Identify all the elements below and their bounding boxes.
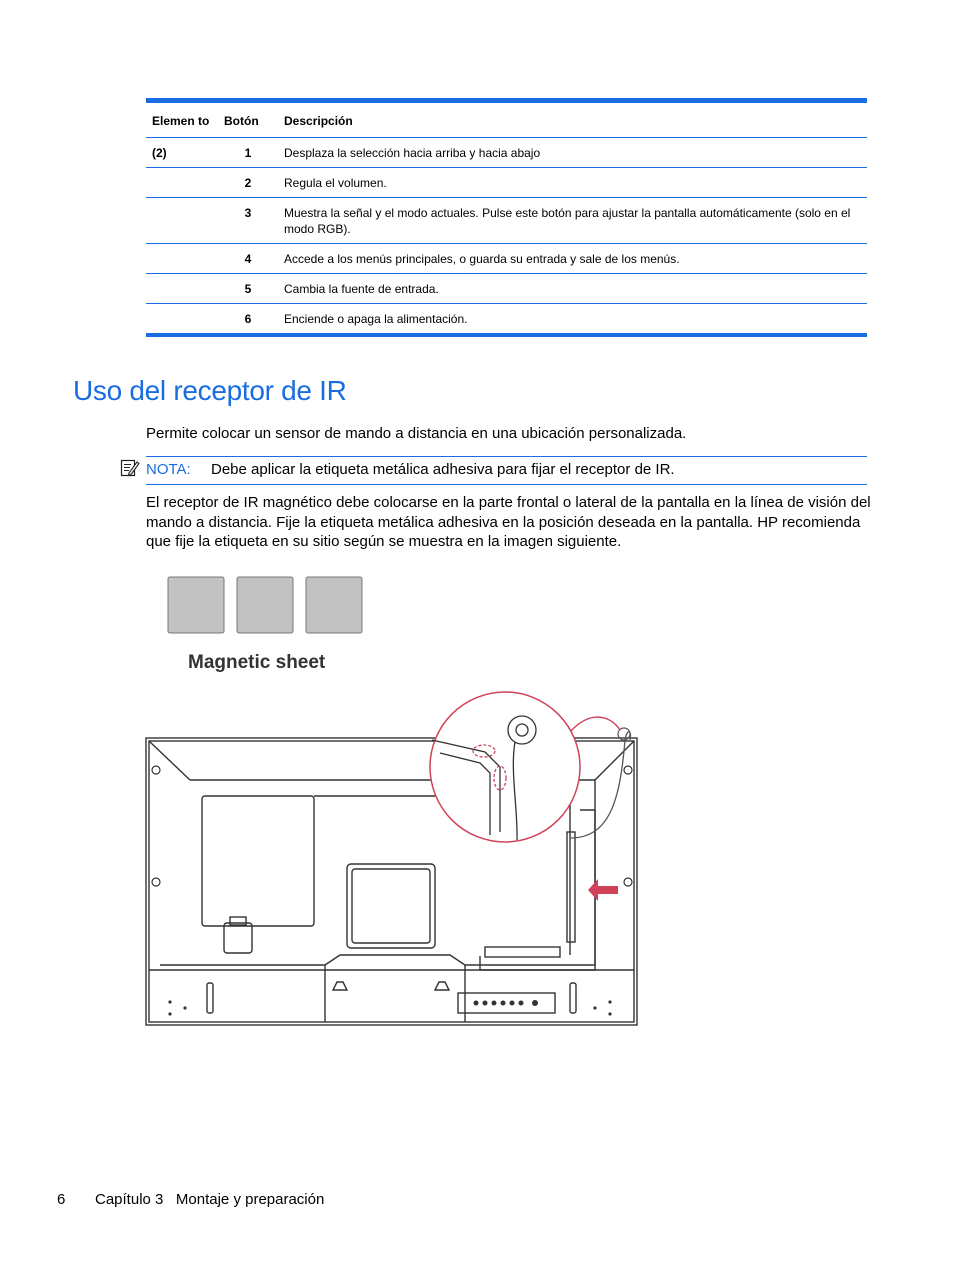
body-paragraph: El receptor de IR magnético debe colocarse en la parte frontal o lateral de la pantalla en la línea de visión del mando a distancia. Fije la etiqueta metálica adhesiva en la posición deseada en la pantalla. HP recomienda que fije la etiqueta en su sitio según se muestra en la imagen siguiente. [146, 494, 871, 550]
row-description: Muestra la señal y el modo actuales. Pulse este botón para ajustar la pantalla automáticamente (solo en el modo RGB). [278, 198, 867, 244]
row-element: (2) [152, 146, 167, 160]
note-label: NOTA: [146, 461, 191, 478]
row-description: Regula el volumen. [278, 168, 867, 198]
row-button: 4 [218, 244, 278, 274]
row-description: Desplaza la selección hacia arriba y hacia abajo [284, 146, 541, 160]
note-box [146, 456, 867, 485]
row-element [146, 198, 218, 244]
row-button: 6 [218, 304, 278, 336]
chapter-label: Capítulo 3 [95, 1191, 164, 1208]
section-title: Uso del receptor de IR [73, 375, 347, 406]
monitor-back-illustration [140, 570, 650, 1030]
row-element [146, 244, 218, 274]
note-text: Debe aplicar la etiqueta metálica adhesiva para fijar el receptor de IR. [211, 461, 675, 478]
table-row [146, 244, 867, 274]
row-button: 2 [218, 168, 278, 198]
table-row [146, 304, 867, 336]
header-description: Descripción [278, 101, 867, 138]
row-description: Enciende o apaga la alimentación. [278, 304, 867, 336]
buttons-table [146, 98, 867, 337]
row-element [146, 274, 218, 304]
row-description: Accede a los menús principales, o guarda su entrada y sale de los menús. [278, 244, 867, 274]
intro-paragraph: Permite colocar un sensor de mando a distancia en una ubicación personalizada. [146, 425, 687, 442]
pointer-arrow-icon [588, 879, 618, 901]
page-footer [57, 1191, 324, 1208]
note-pencil-icon [120, 458, 140, 486]
row-button: 3 [218, 198, 278, 244]
figure-caption: Magnetic sheet [188, 652, 326, 673]
table-row [146, 168, 867, 198]
table-header-row [146, 101, 867, 138]
ir-receiver-figure [140, 570, 650, 1035]
page-number: 6 [57, 1191, 66, 1208]
zoom-callout [430, 692, 620, 842]
row-element [146, 168, 218, 198]
table-row [146, 274, 867, 304]
row-description: Cambia la fuente de entrada. [278, 274, 867, 304]
row-element [146, 304, 218, 336]
header-button: Botón [218, 101, 278, 138]
chapter-title: Montaje y preparación [175, 1191, 325, 1208]
row-button: 1 [244, 146, 252, 160]
table-row [146, 198, 867, 244]
header-element: Elemen to [146, 101, 218, 138]
row-button: 5 [218, 274, 278, 304]
magnetic-sheet-swatches [168, 577, 362, 633]
table-row [146, 138, 867, 168]
buttons-table-container [146, 98, 867, 337]
